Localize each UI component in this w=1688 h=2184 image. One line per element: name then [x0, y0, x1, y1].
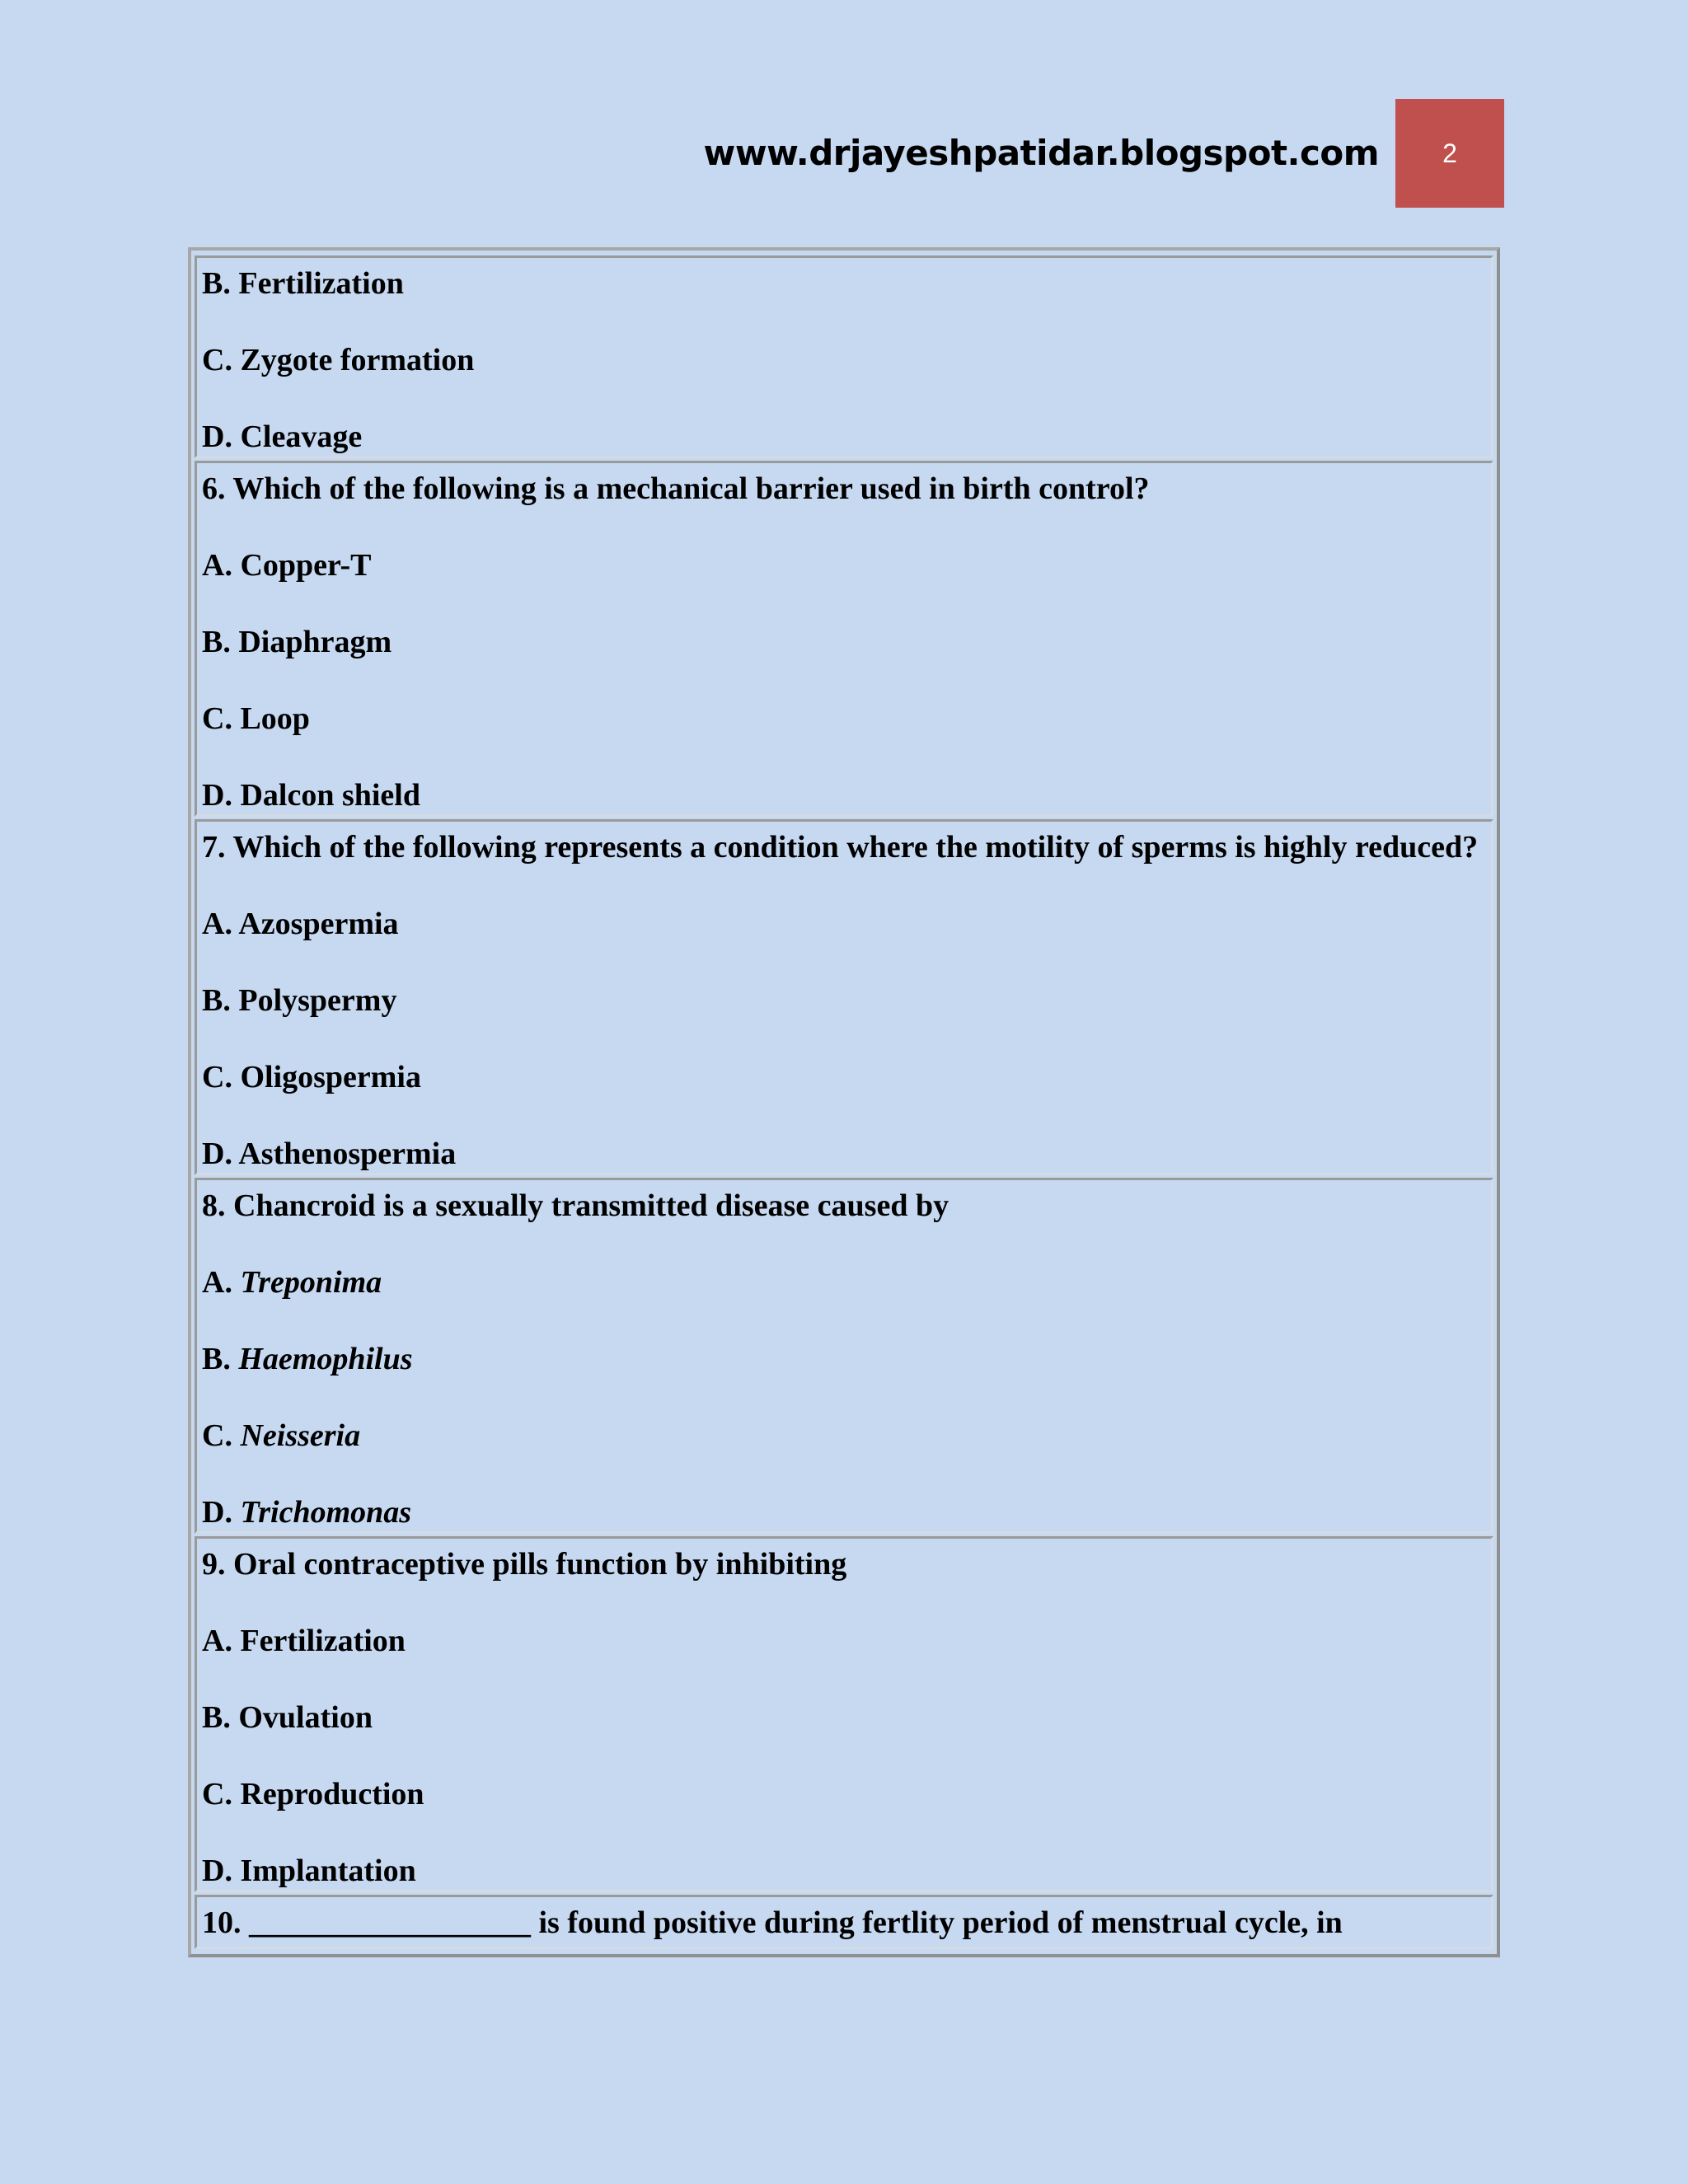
- option-a: A. Copper-T: [202, 548, 372, 583]
- option-b: B. Fertilization: [202, 266, 404, 301]
- question-block-8: [195, 1178, 1493, 1534]
- question-text: 9. Oral contraceptive pills function by inhibiting: [202, 1547, 847, 1582]
- question-text: 8. Chancroid is a sexually transmitted disease caused by: [202, 1188, 950, 1223]
- option-c: C. Loop: [202, 701, 310, 736]
- option-b: B. Haemophilus: [202, 1342, 413, 1376]
- page-number-badge: 2: [1395, 99, 1504, 208]
- question-block-5-continued: [195, 255, 1493, 458]
- option-a: A. Fertilization: [202, 1624, 406, 1658]
- question-block-10: [195, 1895, 1493, 1949]
- option-d: D. Cleavage: [202, 419, 363, 454]
- option-b: B. Polyspermy: [202, 983, 397, 1018]
- option-c: C. Zygote formation: [202, 343, 475, 377]
- option-b: B. Ovulation: [202, 1700, 373, 1735]
- option-c: C. Oligospermia: [202, 1060, 421, 1094]
- question-text: 7. Which of the following represents a condition where the motility of sperms is highly reduced?: [202, 830, 1479, 865]
- option-a: A. Azospermia: [202, 907, 399, 941]
- option-d: D. Implantation: [202, 1854, 416, 1888]
- question-block-6: [195, 461, 1493, 817]
- option-d: D. Dalcon shield: [202, 778, 420, 813]
- questions-table: [188, 247, 1500, 1957]
- option-c: C. Reproduction: [202, 1777, 424, 1811]
- question-block-7: [195, 819, 1493, 1175]
- question-text: 10. __________________ is found positive during fertlity period of menstrual cycle, in: [202, 1905, 1343, 1940]
- option-a: A. Treponima: [202, 1265, 382, 1300]
- option-c: C. Neisseria: [202, 1418, 361, 1453]
- site-url-header: www.drjayeshpatidar.blogspot.com: [703, 133, 1379, 173]
- option-d: D. Asthenospermia: [202, 1137, 457, 1171]
- question-block-9: [195, 1536, 1493, 1892]
- question-text: 6. Which of the following is a mechanical barrier used in birth control?: [202, 471, 1150, 506]
- option-d: D. Trichomonas: [202, 1495, 412, 1530]
- option-b: B. Diaphragm: [202, 625, 392, 659]
